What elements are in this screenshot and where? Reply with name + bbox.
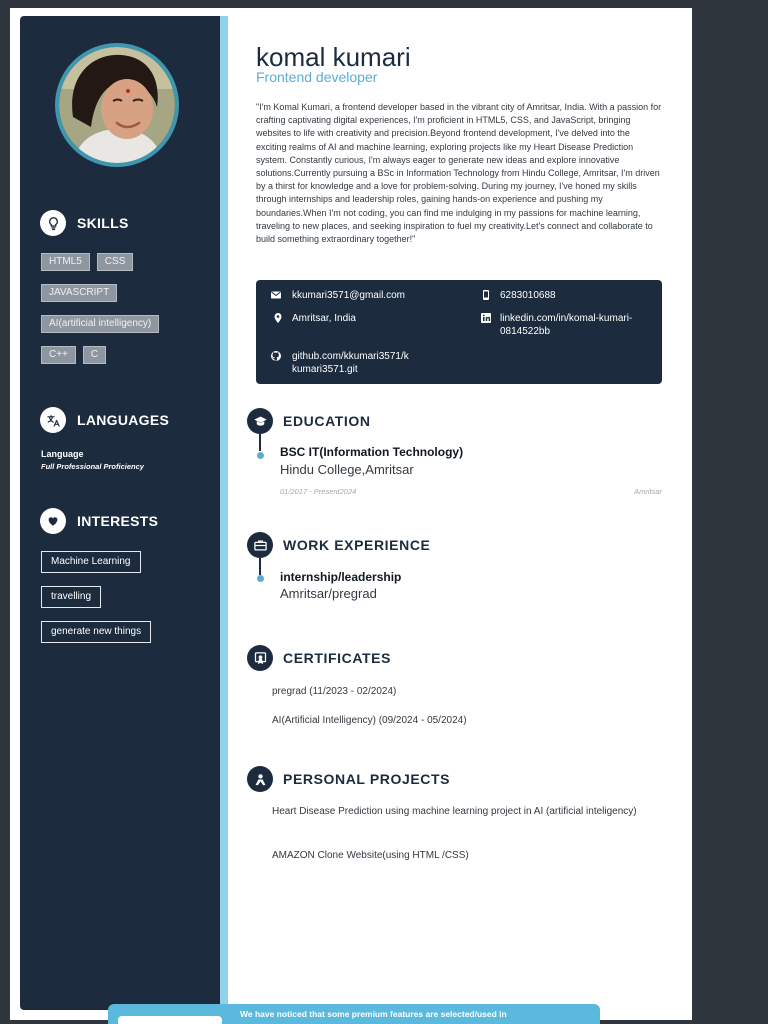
contact-phone: 6283010688 [500,290,556,301]
interest-tag: travelling [41,586,101,608]
work-organization: Amritsar/pregrad [280,586,377,601]
interests-heading [40,508,158,534]
skill-tag: C++ [41,346,76,364]
projects-heading-label: PERSONAL PROJECTS [283,771,451,787]
project-item: AMAZON Clone Website(using HTML /CSS) [272,850,469,861]
github-icon [270,350,282,362]
language-name: Language [41,449,84,459]
work-role: internship/leadership [280,570,402,584]
resume-summary: "I'm Komal Kumari, a frontend developer based in the vibrant city of Amritsar, India. With a passion for crafting captivating digital experiences, I'm proficient in HTML5, CSS, and JavaScript, bringing websites to life with creativity and precision.Beyond frontend development, I've delved into the exciting realms of AI and machine learning, exploring projects like my Heart Disease Prediction system. Constantly curious, I'm always eager to generate new ideas and explore innovative solutions.Currently pursuing a BSc in Information Technology from Hindu College, Amritsar, I'm driven by a thirst for knowledge and a love for problem-solving. During my journey, I've honed my skills through internships and leadership roles, gaining hands-on experience and pushing my boundaries.When I'm not coding, you can find me indulging in my passions for machine learning, traveling to new places, and seeking inspiration to fuel my creativity.Let's connect and collaborate to build something extraordinary together!" [256,102,662,245]
languages-heading-label: LANGUAGES [77,412,170,428]
skill-tag: CSS [97,253,134,271]
contact-email[interactable]: kkumari3571@gmail.com [292,290,405,301]
accent-stripe [220,16,228,1010]
certificate-item: AI(Artificial Intelligency) (09/2024 - 05/2024) [272,715,467,726]
education-dates: 01/2017 - Present2024 [280,487,357,496]
certificates-heading [247,645,391,671]
skill-tag: AI(artificial intelligency) [41,315,159,333]
education-location: Amritsar [634,487,662,496]
language-item [41,448,144,472]
projects-heading [247,766,450,792]
certificate-icon [247,645,273,671]
interests-heading-label: INTERESTS [77,513,159,529]
heart-icon [40,508,66,534]
timeline-line [259,558,261,575]
skills-list [41,253,191,364]
skill-tag: HTML5 [41,253,90,271]
resume-job-title: Frontend developer [256,69,378,85]
avatar-photo [55,43,179,167]
timeline-line [259,434,261,451]
user-icon [247,766,273,792]
languages-heading [40,407,169,433]
skills-heading-label: SKILLS [77,215,129,231]
education-degree: BSC IT(Information Technology) [280,445,464,459]
banner-action-button[interactable] [118,1016,222,1024]
resume-sidebar [20,16,220,1010]
briefcase-icon [247,532,273,558]
work-heading [247,532,430,558]
education-school: Hindu College,Amritsar [280,462,414,477]
certificate-item: pregrad (11/2023 - 02/2024) [272,686,397,697]
contact-linkedin[interactable]: linkedin.com/in/komal-kumari-0814522bb [500,313,633,337]
contact-box [256,280,662,384]
interests-list [41,551,151,643]
interest-tag: Machine Learning [41,551,141,573]
translate-icon [40,407,66,433]
premium-notice-banner [108,1004,600,1024]
location-icon [272,312,284,324]
linkedin-icon [480,312,492,324]
interest-tag: generate new things [41,621,151,643]
education-heading [247,408,371,434]
certificates-heading-label: CERTIFICATES [283,650,392,666]
resume-content [228,16,692,1010]
project-item: Heart Disease Prediction using machine learning project in AI (artificial inteligency) [272,806,637,817]
work-heading-label: WORK EXPERIENCE [283,537,431,553]
resume-name: komal kumari [256,42,411,72]
timeline-dot [257,452,264,459]
skills-heading [40,210,129,236]
skill-tag: C [83,346,106,364]
skill-tag: JAVASCRIPT [41,284,117,302]
lightbulb-icon [40,210,66,236]
banner-message: We have noticed that some premium features are selected/used in [240,1009,507,1019]
contact-location: Amritsar, India [292,313,356,324]
language-level: Full Professional Proficiency [41,462,144,471]
graduation-cap-icon [247,408,273,434]
contact-github[interactable]: github.com/kkumari3571/kkumari3571.git [292,351,409,375]
email-icon [270,289,282,301]
phone-icon [480,289,492,301]
education-heading-label: EDUCATION [283,413,371,429]
timeline-dot [257,575,264,582]
